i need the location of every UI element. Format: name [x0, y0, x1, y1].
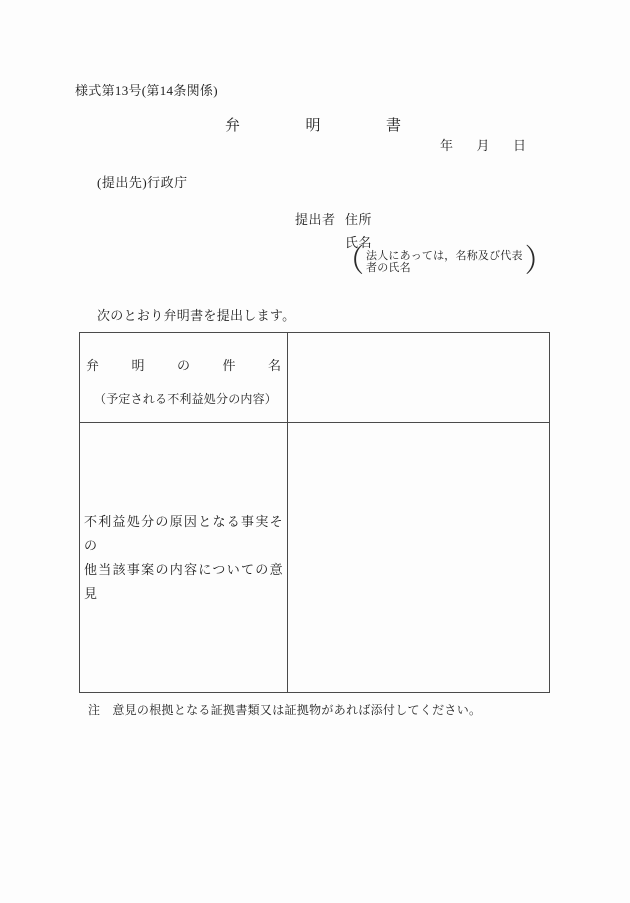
header-char: 弁: [86, 358, 100, 373]
date-month-label: 月: [476, 138, 490, 153]
corporate-note: [336, 246, 553, 278]
intro-sentence: 次のとおり弁明書を提出します。: [97, 308, 296, 323]
submitter-label: 提出者: [295, 212, 336, 227]
note-label: 注: [88, 703, 101, 717]
corporate-note-text: [366, 250, 523, 275]
form-table: [79, 332, 550, 693]
corporate-note-line1: 法人にあっては，名称及び代表: [366, 249, 523, 262]
note-text: 意見の根拠となる証拠書類又は証拠物があれば添付してください。: [112, 703, 482, 717]
form-number: 様式第13号(第14条関係): [75, 83, 218, 98]
recipient-line: (提出先)行政庁: [97, 175, 188, 190]
date-day-label: 日: [512, 138, 526, 153]
case-name-value-cell: [288, 333, 549, 423]
opinion-header-line2: 他当該事案の内容についての意見: [84, 561, 283, 601]
header-char: 名: [267, 358, 281, 373]
corporate-note-line2: 者の氏名: [366, 262, 411, 274]
opinion-value-cell: [288, 423, 549, 692]
opinion-header-line1: 不利益処分の原因となる事実その: [84, 513, 283, 553]
footer-note: [88, 701, 481, 718]
case-name-header-cell: [80, 333, 288, 423]
case-name-subheader: （予定される不利益処分の内容）: [94, 392, 278, 406]
header-char: 件: [222, 358, 236, 373]
date-line: [440, 135, 526, 154]
case-name-header: [86, 355, 281, 374]
title-char: 書: [385, 118, 401, 134]
date-year-label: 年: [440, 138, 454, 153]
header-char: 明: [131, 358, 145, 373]
title-char: 明: [305, 118, 321, 134]
opinion-header-cell: [80, 423, 288, 692]
document-title: [225, 114, 401, 135]
title-char: 弁: [225, 118, 241, 134]
submitter-name-label: 氏名: [345, 235, 373, 250]
submitter-address-label: 住所: [345, 212, 373, 227]
header-char: の: [176, 358, 190, 373]
open-bracket: （: [336, 244, 365, 279]
close-bracket: ）: [524, 244, 553, 279]
